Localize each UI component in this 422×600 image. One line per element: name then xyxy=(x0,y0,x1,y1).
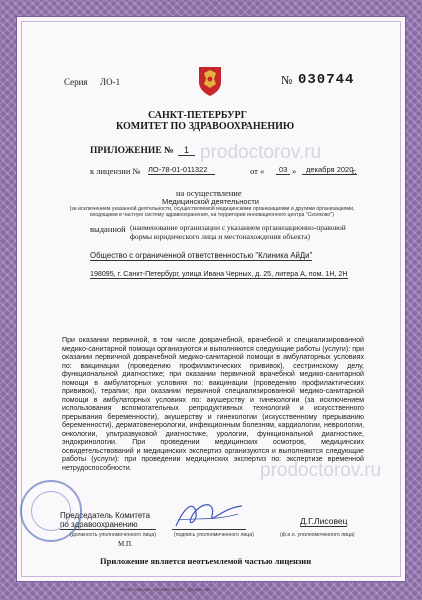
document-number: 030744 xyxy=(298,72,355,88)
number-prefix: № xyxy=(281,73,293,87)
issued-note: (наименование организации с указанием организационно-правовой формы юридического лица и местонахождения объекта) xyxy=(130,223,346,241)
activity-note: (за исключением указанной деятельности, осуществляемой медицинскими организациями и другими организациями, входящими в частную систему здравоохранения, на территории инновационного центра "Сколково") xyxy=(69,206,355,219)
license-number: ЛО-78-01-011322 xyxy=(148,165,215,175)
org-title-committee: КОМИТЕТ ПО ЗДРАВООХРАНЕНИЮ xyxy=(116,121,295,132)
chairman-title-line2: по здравоохранению xyxy=(60,520,156,530)
signature-line xyxy=(172,529,246,530)
printer-line: «ЗАО «Опцион» г. Москва, 2019 г., уровень «В» xyxy=(120,587,212,592)
series-label: Серия xyxy=(64,77,88,87)
licensee-name: Общество с ограниченной ответственностью "Клиника АйДи" xyxy=(90,251,313,260)
mp-label: М.П. xyxy=(118,540,133,548)
watermark-top: prodoctorov.ru xyxy=(200,142,322,163)
org-title-city: САНКТ-ПЕТЕРБУРГ xyxy=(148,110,247,121)
activity-prefix: на осуществление xyxy=(176,188,242,198)
position-caption: (должность уполномоченного лица) xyxy=(70,532,156,538)
date-separator: » xyxy=(292,166,297,176)
appendix-number: 1 xyxy=(178,145,195,156)
from-label: от « xyxy=(250,166,265,176)
signature-icon xyxy=(172,498,246,532)
name-caption: (ф.и.о. уполномоченного лица) xyxy=(280,532,355,538)
coat-of-arms-icon xyxy=(196,64,224,98)
official-seal xyxy=(20,480,82,542)
year-suffix: г. xyxy=(352,166,357,176)
footer-note: Приложение является неотъемлемой частью лицензии xyxy=(100,556,312,566)
date-day: 03 xyxy=(276,165,290,175)
signature-caption: (подпись уполномоченного лица) xyxy=(174,532,254,538)
date-month-year: декабря 2020 xyxy=(302,165,357,175)
series-value: ЛО-1 xyxy=(100,77,121,87)
issued-label: выданной xyxy=(90,224,126,234)
signatory-name: Д.Г.Лисовец xyxy=(300,516,348,526)
licensee-address: 198095, г. Санкт-Петербург, улица Ивана Черных, д. 25, литера А, пом. 1Н, 2Н xyxy=(90,270,348,278)
activity-name: Медицинской деятельности xyxy=(162,197,259,206)
appendix-label: ПРИЛОЖЕНИЕ № xyxy=(90,146,174,156)
services-description: При оказании первичной, в том числе доврачебной, врачебной и специализированной медико-санитарной помощи организуются и выполняются следующие работы (услуги): при оказании первичной доврачебной медико-санитарной помощи в амбулаторных условиях по: вакцинации (проведению профилактических прививок), сестринскому делу, функциональной диагностике; при оказании первичной врачебной медико-санитарной помощи в амбулаторных условиях по: вакцинации (проведению профилактических прививок), терапии; при оказании первичной специализированной медико-санитарной помощи в амбулаторных условиях по: акушерству и гинекологии (за исключением использования вспомогательных репродуктивных технологий и искусственного прерывания беременности), акушерству и гинекологии (искусственному прерыванию беременности), дерматовенерологии, инфекционным болезням, кардиологии, неврологии, онкологии, ультразвуковой диагностике, урологии, функциональной диагностике, эндокринологии. При проведении медицинских осмотров, медицинских освидетельствований и медицинских экспертиз организуются и выполняются следующие работы (услуги): при проведении медицинских экспертиз по: экспертизе временной нетрудоспособности. xyxy=(62,336,364,472)
watermark-bottom: prodoctorov.ru xyxy=(260,460,382,481)
chairman-title-line1: Председатель Комитета xyxy=(60,511,151,520)
to-license-label: к лицензии № xyxy=(90,166,141,176)
